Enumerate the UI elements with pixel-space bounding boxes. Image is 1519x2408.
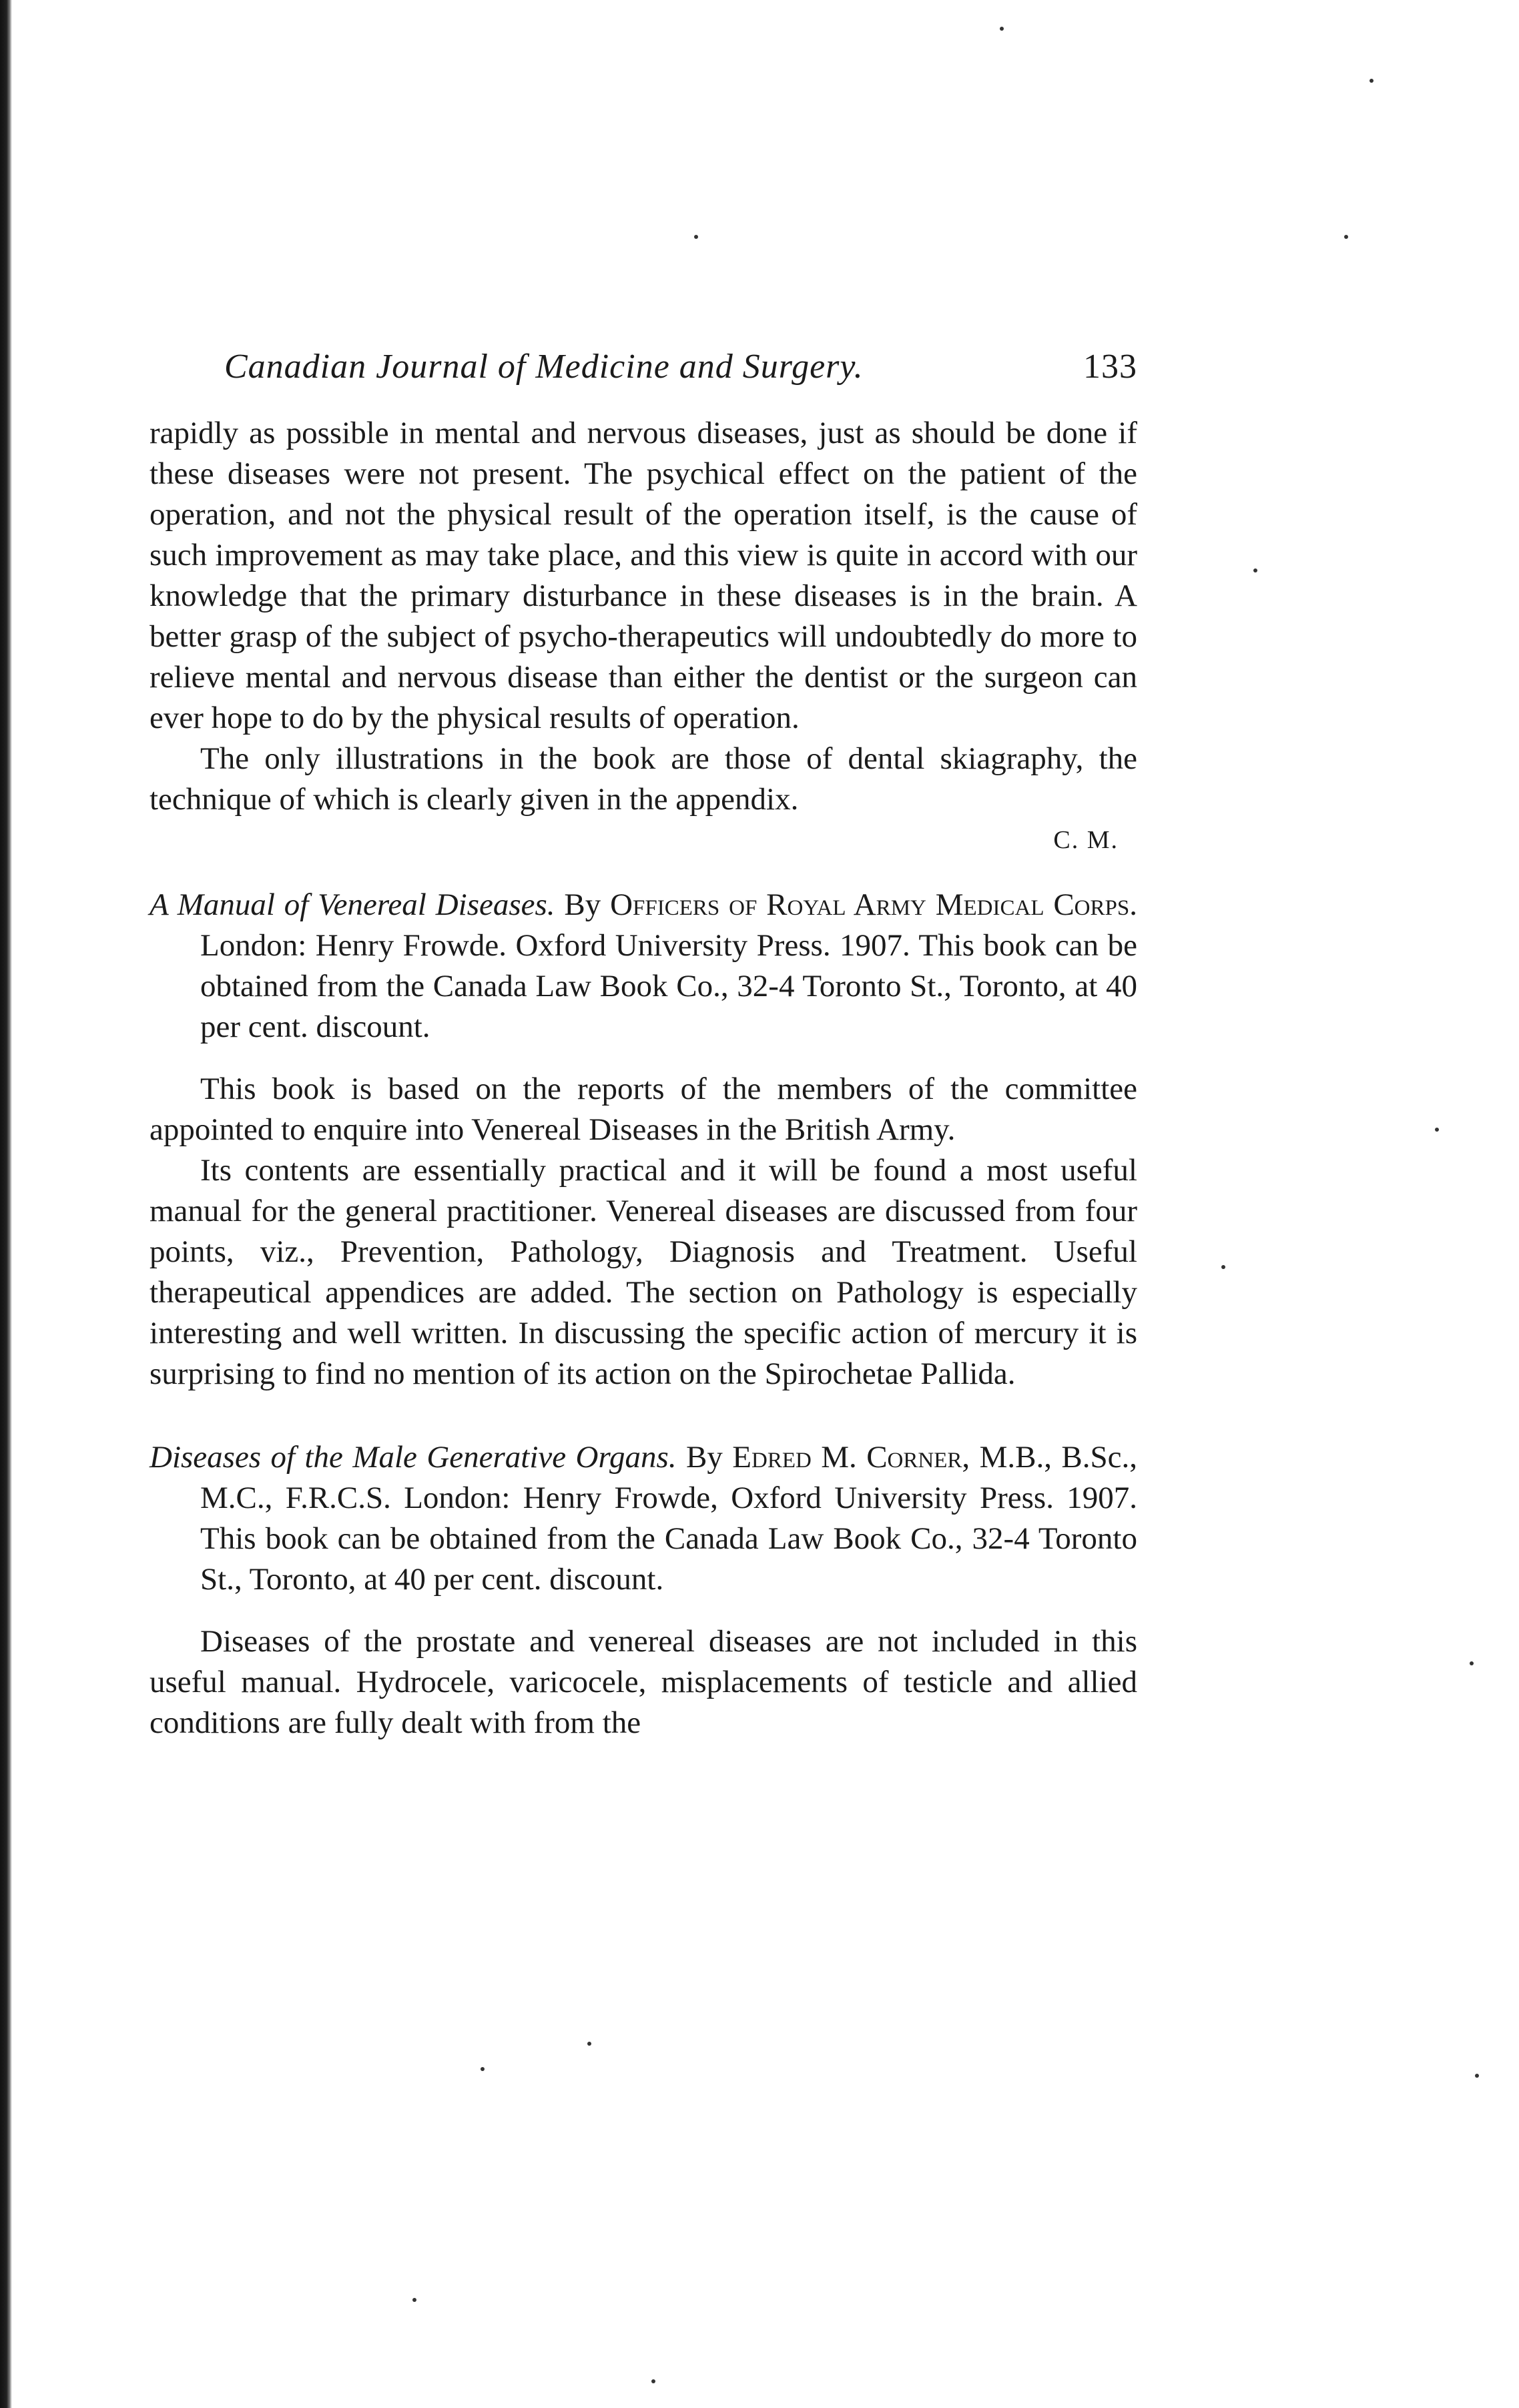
scan-speck <box>1344 235 1348 239</box>
page-binding-edge <box>0 0 12 2408</box>
review-body <box>149 1621 1137 1743</box>
book-title: A Manual of Venereal Diseases. <box>149 887 555 922</box>
section-gap <box>149 1394 1137 1416</box>
journal-title: Canadian Journal of Medicine and Surgery. <box>224 348 864 386</box>
body-paragraph: Diseases of the prostate and venereal diseases are not included in this useful manual. Hydrocele, varicocele, misplacements of testicle and allied conditions are fully dealt with from the <box>149 1624 1137 1740</box>
scan-speck <box>1435 1128 1439 1132</box>
body-paragraph: rapidly as possible in mental and nervous diseases, just as should be done if these diseases were not present. The psychical effect on the patient of the operation, and not the physical result of the operation itself, is the cause of such improvement as may take place, and this view is quite in accord with our knowledge that the primary disturbance in these diseases is in the brain. A better grasp of the subject of psycho-therapeutics will undoubtedly do more to relieve mental and nervous disease than either the dentist or the surgeon can ever hope to do by the physical results of operation. <box>149 416 1137 735</box>
scan-speck <box>1221 1265 1225 1269</box>
by-label: By <box>676 1440 733 1475</box>
body-paragraph: The only illustrations in the book are those of dental skiagraphy, the technique of which is clearly given in the appendix. <box>149 741 1137 817</box>
continued-review <box>149 413 1137 820</box>
reviewer-initials: C. M. <box>1053 826 1119 854</box>
review-citation <box>149 1437 1137 1600</box>
scan-speck <box>587 2042 591 2046</box>
journal-page <box>149 347 1137 1743</box>
book-title: Diseases of the Male Generative Organs. <box>149 1440 677 1475</box>
book-author: Officers of Royal Army Medical Corps. <box>610 887 1137 922</box>
body-paragraph: Its contents are essentially practical and it will be found a most useful manual for the general practitioner. Venereal diseases are discussed from four points, viz., Prevention, Pathology, Diagnosis and Treatment. Useful therapeutical appendices are added. The section on Pathology is especially interesting and well written. In discussing the specific action of mercury it is surprising to find no mention of its action on the Spirochetae Pallida. <box>149 1153 1137 1391</box>
scan-speck <box>412 2298 416 2302</box>
section-gap <box>149 1416 1137 1437</box>
scan-speck <box>1470 1661 1474 1665</box>
review-entry <box>149 885 1137 1394</box>
scan-speck <box>1253 568 1257 572</box>
scan-speck <box>651 2379 655 2383</box>
scan-speck <box>481 2067 485 2071</box>
scan-speck <box>1475 2074 1479 2078</box>
running-head <box>224 347 1137 386</box>
scan-speck <box>1370 79 1374 83</box>
page-number: 133 <box>1083 348 1137 386</box>
review-citation <box>149 885 1137 1048</box>
scan-speck <box>1000 27 1004 31</box>
publication-details: London: Henry Frowde. Oxford University Press. 1907. This book can be obtained from the Canada Law Book Co., 32-4 Toronto St., Toronto, at 40 per cent. discount. <box>200 928 1137 1044</box>
scan-speck <box>694 235 698 239</box>
body-paragraph: This book is based on the reports of the members of the committee appointed to enquire into Venereal Diseases in the British Army. <box>149 1072 1137 1147</box>
review-body <box>149 1069 1137 1394</box>
publication-details: M.B., B.Sc., M.C., F.R.C.S. London: Henry Frowde, Oxford University Press. 1907. This book can be obtained from the Canada Law Book Co., 32-4 Toronto St., Toronto, at 40 per cent. discount. <box>200 1440 1137 1597</box>
review-entry <box>149 1437 1137 1743</box>
by-label: By <box>555 887 611 922</box>
book-author: Edred M. Corner, <box>732 1440 970 1475</box>
